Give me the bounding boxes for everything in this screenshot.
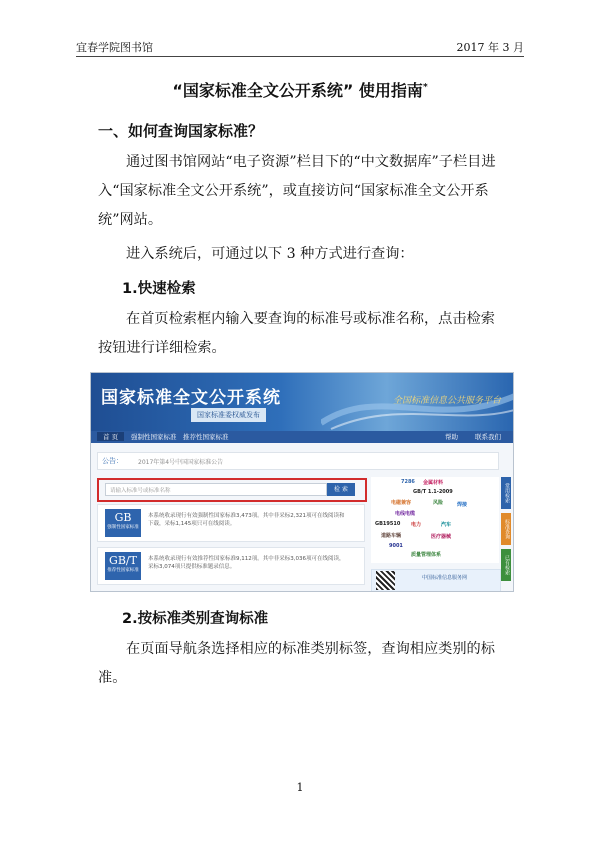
tag[interactable]: 焊接 xyxy=(457,502,468,508)
gbt-card[interactable] xyxy=(97,547,365,585)
nav-help[interactable]: 帮助 xyxy=(445,433,458,441)
gbt-badge-sub: 推荐性国家标准 xyxy=(107,568,139,573)
tag[interactable]: 风险 xyxy=(433,500,444,506)
nav-mandatory[interactable]: 强制性国家标准 xyxy=(131,433,177,441)
subheading-quick-search: 1.快速检索 xyxy=(122,281,196,297)
header-left: 宜春学院图书馆 xyxy=(76,41,153,54)
title-text: “国家标准全文公开系统” 使用指南 xyxy=(172,81,423,100)
nav-home[interactable]: 首 页 xyxy=(97,432,124,441)
tag[interactable]: 电线电缆 xyxy=(395,511,416,517)
page-number: 1 xyxy=(296,781,304,794)
tag[interactable]: 道路车辆 xyxy=(381,533,402,539)
paragraph-2: 进入系统后，可通过以下 3 种方式进行查询： xyxy=(126,246,414,262)
header-right: 2017 年 3 月 xyxy=(456,41,524,54)
gb-badge-label: GB xyxy=(114,511,132,524)
side-tab-query[interactable]: 标准查询 xyxy=(501,513,511,545)
tag[interactable]: 质量管理体系 xyxy=(411,552,442,558)
tag[interactable]: 金属材料 xyxy=(423,480,444,486)
nav-bar xyxy=(91,431,513,443)
gbt-badge-label: GB/T xyxy=(109,554,137,567)
gb-desc: 本系统收录现行有效强制性国家标准3,473项。其中非采标2,321项可在线阅读和下载，采标1,145项只可在线阅读。 xyxy=(148,513,345,527)
paragraph-3: 在首页检索框内输入要查询的标准号或标准名称，点击检索按钮进行详细检索。 xyxy=(98,311,495,356)
title-footnote-mark: * xyxy=(422,82,428,93)
search-button[interactable]: 检 索 xyxy=(327,483,355,496)
side-tab-common[interactable]: 常用检索 xyxy=(501,477,511,509)
document-title xyxy=(0,78,600,101)
announcement-bar xyxy=(97,452,499,470)
search-placeholder: 请输入标准号或标准名称 xyxy=(110,488,171,494)
search-input[interactable] xyxy=(105,483,327,496)
page-header xyxy=(76,36,524,57)
paragraph-1: 通过图书馆网站“电子资源”栏目下的“中文数据库”子栏目进入“国家标准全文公开系统”，或直接访问“国家标准全文公开系统”网站。 xyxy=(98,154,496,228)
site-banner xyxy=(91,373,513,431)
gb-card[interactable] xyxy=(97,504,365,542)
tag[interactable]: 电力 xyxy=(411,522,422,528)
nav-recommended[interactable]: 推荐性国家标准 xyxy=(183,433,229,441)
announcement-text[interactable]: 2017年第4号中国国家标准公告 xyxy=(138,459,224,466)
section1-heading: 一、如何查询国家标准？ xyxy=(98,122,264,140)
qr-text[interactable]: 中国标准信息服务网 xyxy=(422,575,468,581)
paragraph-4: 在页面导航条选择相应的标准类别标签，查询相应类别的标准。 xyxy=(98,641,495,686)
nav-contact[interactable]: 联系我们 xyxy=(475,433,501,441)
subheading-category-search: 2.按标准类别查询标准 xyxy=(122,611,269,627)
gbt-badge xyxy=(105,552,141,580)
tag[interactable]: 7286 xyxy=(401,479,415,485)
tag[interactable]: GB/T 1.1-2009 xyxy=(413,489,453,495)
gb-badge xyxy=(105,509,141,537)
system-screenshot xyxy=(90,372,514,592)
tag[interactable]: 汽车 xyxy=(441,522,452,528)
tag-cloud xyxy=(371,477,499,563)
gb-badge-sub: 强制性国家标准 xyxy=(107,525,139,530)
banner-title: 国家标准全文公开系统 xyxy=(101,388,281,408)
tag[interactable]: 9001 xyxy=(389,543,403,549)
qr-code-icon xyxy=(376,571,395,590)
side-tab-existing[interactable]: 已有检索 xyxy=(501,549,511,581)
announcement-label: 公告： xyxy=(102,457,123,465)
banner-subtitle: 国家标准委权威发布 xyxy=(191,408,266,422)
tag[interactable]: GB19510 xyxy=(375,521,401,527)
banner-slogan: 全国标准信息公共服务平台 xyxy=(392,396,501,406)
gbt-desc: 本系统收录现行有效推荐性国家标准9,112项。其中非采标3,036项可在线阅读，采标3,074项只提供标准题录信息。 xyxy=(148,556,345,570)
tag[interactable]: 电磁兼容 xyxy=(391,500,412,506)
qr-panel xyxy=(371,569,501,592)
tag[interactable]: 医疗器械 xyxy=(431,534,452,540)
